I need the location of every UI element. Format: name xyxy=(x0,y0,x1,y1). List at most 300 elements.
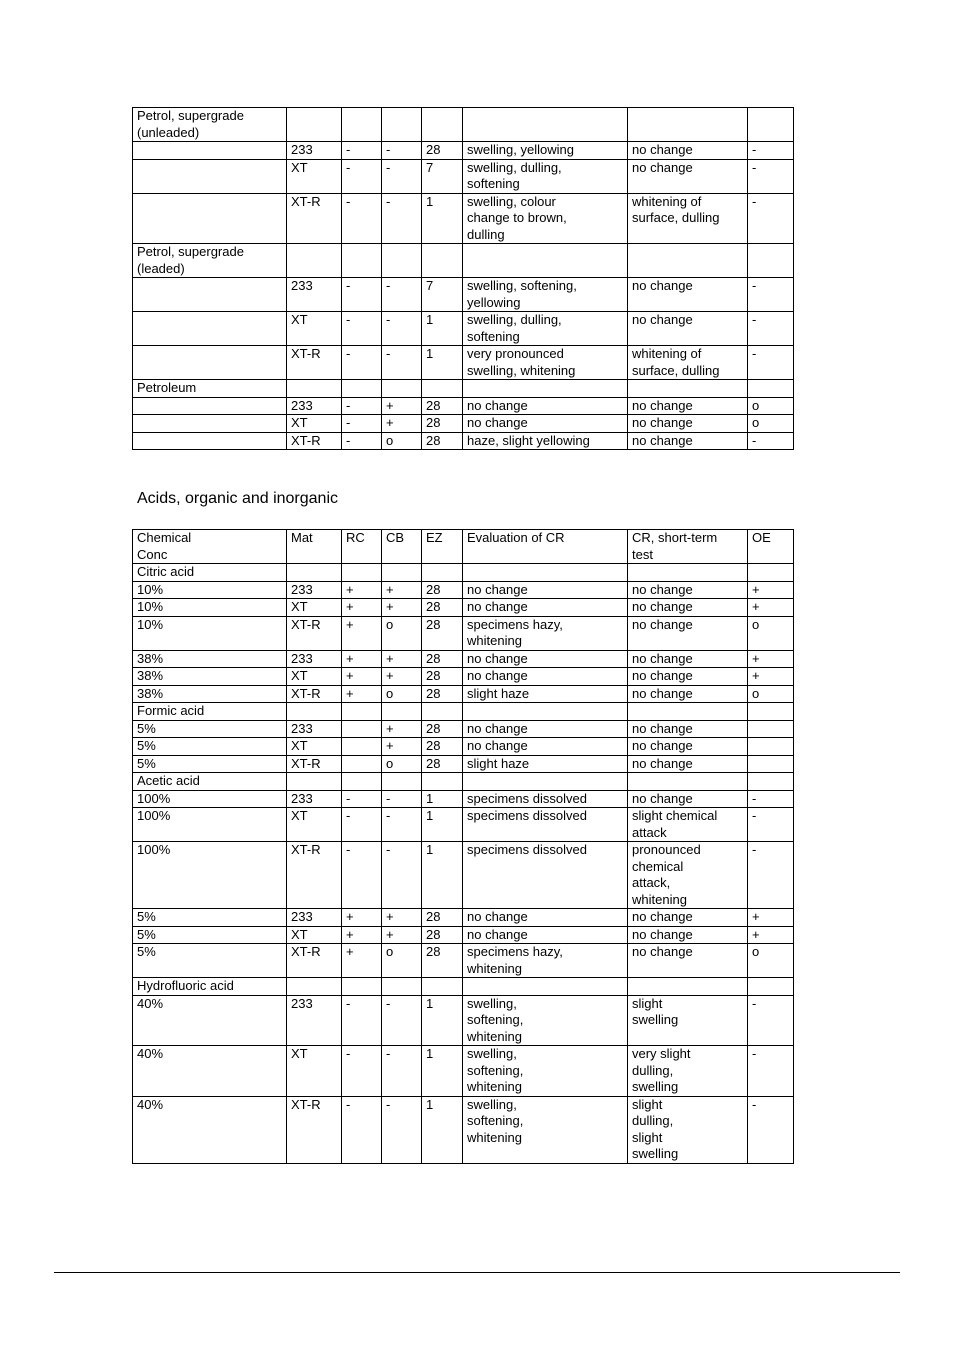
cell-chemical: Acetic acid xyxy=(133,773,287,791)
cell-cb: + xyxy=(382,909,422,927)
cell-cb xyxy=(382,564,422,582)
cell-short-term xyxy=(628,773,748,791)
cell-ez: 28 xyxy=(422,581,463,599)
table-row xyxy=(133,380,794,398)
cell-cb xyxy=(382,108,422,142)
cell-ez: 28 xyxy=(422,432,463,450)
cell-ez: 28 xyxy=(422,650,463,668)
table-row xyxy=(133,1096,794,1163)
cell-chemical: 10% xyxy=(133,599,287,617)
cell-ez: 28 xyxy=(422,599,463,617)
cell-oe: - xyxy=(748,842,794,909)
cell-oe: - xyxy=(748,790,794,808)
cell-short-term xyxy=(628,978,748,996)
cell-rc: - xyxy=(342,1096,382,1163)
cell-rc: - xyxy=(342,159,382,193)
cell-short-term: no change xyxy=(628,738,748,756)
cell-oe: o xyxy=(748,944,794,978)
cell-evaluation: no change xyxy=(463,720,628,738)
cell-oe xyxy=(748,108,794,142)
cell-chemical xyxy=(133,193,287,244)
cell-short-term: no change xyxy=(628,616,748,650)
cell-mat xyxy=(287,244,342,278)
cell-ez xyxy=(422,108,463,142)
cell-rc: - xyxy=(342,193,382,244)
cell-chemical: 5% xyxy=(133,926,287,944)
cell-mat xyxy=(287,773,342,791)
cell-chemical: 100% xyxy=(133,790,287,808)
cell-oe: + xyxy=(748,909,794,927)
cell-ez: 28 xyxy=(422,685,463,703)
table-row xyxy=(133,142,794,160)
cell-chemical: 40% xyxy=(133,1096,287,1163)
cell-rc xyxy=(342,244,382,278)
cell-evaluation: swelling, dulling, softening xyxy=(463,159,628,193)
cell-mat: XT-R xyxy=(287,842,342,909)
cell-short-term: no change xyxy=(628,685,748,703)
header-cr-short-term-test: CR, short-term test xyxy=(628,530,748,564)
cell-evaluation: no change xyxy=(463,668,628,686)
cell-chemical: 10% xyxy=(133,581,287,599)
cell-oe: - xyxy=(748,432,794,450)
cell-oe xyxy=(748,720,794,738)
cell-chemical xyxy=(133,415,287,433)
cell-rc xyxy=(342,703,382,721)
cell-evaluation: swelling, softening, whitening xyxy=(463,1046,628,1097)
cell-rc: + xyxy=(342,599,382,617)
cell-mat: 233 xyxy=(287,581,342,599)
cell-cb: + xyxy=(382,397,422,415)
cell-mat: XT xyxy=(287,312,342,346)
cell-evaluation: very pronounced swelling, whitening xyxy=(463,346,628,380)
cell-mat: XT-R xyxy=(287,685,342,703)
cell-chemical: 40% xyxy=(133,1046,287,1097)
cell-oe xyxy=(748,978,794,996)
cell-evaluation: no change xyxy=(463,738,628,756)
cell-rc xyxy=(342,720,382,738)
cell-evaluation xyxy=(463,380,628,398)
cell-ez: 28 xyxy=(422,415,463,433)
cell-ez: 28 xyxy=(422,755,463,773)
cell-short-term xyxy=(628,244,748,278)
cell-cb xyxy=(382,380,422,398)
cell-oe xyxy=(748,564,794,582)
cell-ez: 28 xyxy=(422,909,463,927)
cell-short-term xyxy=(628,703,748,721)
cell-chemical: Petrol, supergrade (leaded) xyxy=(133,244,287,278)
cell-chemical xyxy=(133,432,287,450)
cell-ez xyxy=(422,564,463,582)
cell-short-term: no change xyxy=(628,432,748,450)
cell-cb: - xyxy=(382,842,422,909)
cell-rc: + xyxy=(342,926,382,944)
cell-short-term: no change xyxy=(628,926,748,944)
cell-rc: - xyxy=(342,790,382,808)
table-row xyxy=(133,685,794,703)
cell-ez xyxy=(422,380,463,398)
cell-rc: - xyxy=(342,808,382,842)
cell-rc: + xyxy=(342,685,382,703)
cell-mat: 233 xyxy=(287,720,342,738)
cell-rc xyxy=(342,738,382,756)
cell-short-term: very slight dulling, swelling xyxy=(628,1046,748,1097)
cell-short-term: no change xyxy=(628,581,748,599)
cell-chemical: 5% xyxy=(133,944,287,978)
cell-short-term: no change xyxy=(628,668,748,686)
cell-evaluation xyxy=(463,564,628,582)
cell-mat: XT xyxy=(287,599,342,617)
cell-mat: XT-R xyxy=(287,346,342,380)
cell-mat: 233 xyxy=(287,790,342,808)
cell-chemical xyxy=(133,312,287,346)
cell-evaluation: specimens dissolved xyxy=(463,842,628,909)
chemical-resistance-table-acids xyxy=(132,529,794,1164)
cell-cb: o xyxy=(382,944,422,978)
table-row xyxy=(133,944,794,978)
table-row xyxy=(133,703,794,721)
cell-evaluation xyxy=(463,773,628,791)
cell-oe: - xyxy=(748,1046,794,1097)
cell-ez xyxy=(422,703,463,721)
table-row xyxy=(133,278,794,312)
cell-mat: XT xyxy=(287,668,342,686)
table-row xyxy=(133,244,794,278)
cell-cb: + xyxy=(382,599,422,617)
table-row xyxy=(133,808,794,842)
cell-evaluation xyxy=(463,703,628,721)
cell-oe: o xyxy=(748,616,794,650)
cell-chemical: Petrol, supergrade (unleaded) xyxy=(133,108,287,142)
cell-mat: XT xyxy=(287,415,342,433)
cell-ez: 1 xyxy=(422,312,463,346)
cell-evaluation: swelling, colour change to brown, dulling xyxy=(463,193,628,244)
table-row xyxy=(133,995,794,1046)
cell-rc: - xyxy=(342,432,382,450)
cell-short-term xyxy=(628,108,748,142)
cell-chemical: Formic acid xyxy=(133,703,287,721)
cell-ez: 28 xyxy=(422,738,463,756)
cell-short-term xyxy=(628,380,748,398)
cell-evaluation: no change xyxy=(463,599,628,617)
cell-oe: - xyxy=(748,142,794,160)
cell-mat: 233 xyxy=(287,278,342,312)
cell-chemical: Citric acid xyxy=(133,564,287,582)
cell-cb: - xyxy=(382,193,422,244)
table-row xyxy=(133,773,794,791)
cell-mat xyxy=(287,108,342,142)
section-title: Acids, organic and inorganic xyxy=(137,490,339,507)
cell-short-term: whitening of surface, dulling xyxy=(628,346,748,380)
cell-chemical xyxy=(133,397,287,415)
cell-cb xyxy=(382,978,422,996)
cell-oe: + xyxy=(748,599,794,617)
table-body xyxy=(133,564,794,1164)
cell-oe: - xyxy=(748,346,794,380)
cell-ez: 1 xyxy=(422,1096,463,1163)
cell-evaluation: haze, slight yellowing xyxy=(463,432,628,450)
cell-cb: + xyxy=(382,668,422,686)
cell-evaluation: swelling, yellowing xyxy=(463,142,628,160)
cell-ez: 28 xyxy=(422,926,463,944)
table-row xyxy=(133,564,794,582)
cell-evaluation: specimens hazy, whitening xyxy=(463,944,628,978)
cell-evaluation: specimens hazy, whitening xyxy=(463,616,628,650)
table-row xyxy=(133,738,794,756)
cell-chemical xyxy=(133,159,287,193)
cell-ez: 1 xyxy=(422,842,463,909)
cell-oe: - xyxy=(748,995,794,1046)
cell-chemical: Petroleum xyxy=(133,380,287,398)
cell-evaluation: no change xyxy=(463,909,628,927)
header-rc: RC xyxy=(342,530,382,564)
cell-oe xyxy=(748,244,794,278)
cell-cb: - xyxy=(382,1096,422,1163)
cell-oe xyxy=(748,703,794,721)
cell-short-term: pronounced chemical attack, whitening xyxy=(628,842,748,909)
cell-mat: XT xyxy=(287,926,342,944)
cell-rc: + xyxy=(342,944,382,978)
table-row xyxy=(133,346,794,380)
cell-evaluation: no change xyxy=(463,415,628,433)
cell-cb: + xyxy=(382,926,422,944)
cell-mat: 233 xyxy=(287,909,342,927)
cell-rc xyxy=(342,773,382,791)
cell-chemical xyxy=(133,278,287,312)
cell-cb: - xyxy=(382,995,422,1046)
cell-short-term: no change xyxy=(628,312,748,346)
table-row xyxy=(133,432,794,450)
table-row xyxy=(133,755,794,773)
table-row xyxy=(133,909,794,927)
cell-oe xyxy=(748,380,794,398)
cell-evaluation: no change xyxy=(463,581,628,599)
cell-cb: + xyxy=(382,581,422,599)
cell-short-term: whitening of surface, dulling xyxy=(628,193,748,244)
cell-rc xyxy=(342,755,382,773)
cell-oe: - xyxy=(748,278,794,312)
cell-cb: - xyxy=(382,278,422,312)
cell-chemical: 40% xyxy=(133,995,287,1046)
cell-chemical xyxy=(133,142,287,160)
cell-chemical: 100% xyxy=(133,842,287,909)
cell-oe: + xyxy=(748,581,794,599)
table-row xyxy=(133,842,794,909)
header-chemical-conc: Chemical Conc xyxy=(133,530,287,564)
cell-mat: 233 xyxy=(287,142,342,160)
table-row xyxy=(133,668,794,686)
cell-ez: 28 xyxy=(422,944,463,978)
cell-ez: 7 xyxy=(422,159,463,193)
cell-evaluation: specimens dissolved xyxy=(463,808,628,842)
cell-oe: - xyxy=(748,159,794,193)
cell-ez: 1 xyxy=(422,1046,463,1097)
cell-cb: o xyxy=(382,432,422,450)
footer-divider xyxy=(54,1272,900,1273)
cell-rc: + xyxy=(342,616,382,650)
cell-mat xyxy=(287,564,342,582)
cell-rc: - xyxy=(342,397,382,415)
cell-short-term: no change xyxy=(628,755,748,773)
cell-mat: XT xyxy=(287,808,342,842)
table-row xyxy=(133,312,794,346)
cell-mat: 233 xyxy=(287,397,342,415)
cell-mat: XT-R xyxy=(287,755,342,773)
table-row xyxy=(133,159,794,193)
cell-oe: - xyxy=(748,808,794,842)
cell-rc: + xyxy=(342,668,382,686)
cell-rc xyxy=(342,380,382,398)
cell-short-term: slight chemical attack xyxy=(628,808,748,842)
cell-cb: - xyxy=(382,142,422,160)
cell-evaluation xyxy=(463,108,628,142)
cell-chemical: 5% xyxy=(133,720,287,738)
table-row xyxy=(133,108,794,142)
header-ez: EZ xyxy=(422,530,463,564)
cell-cb: + xyxy=(382,738,422,756)
table-row xyxy=(133,616,794,650)
cell-mat: XT-R xyxy=(287,944,342,978)
cell-ez xyxy=(422,978,463,996)
cell-evaluation: no change xyxy=(463,926,628,944)
cell-ez: 28 xyxy=(422,668,463,686)
chemical-resistance-table-petrol xyxy=(132,107,794,450)
cell-short-term: slight dulling, slight swelling xyxy=(628,1096,748,1163)
cell-rc xyxy=(342,564,382,582)
cell-mat xyxy=(287,380,342,398)
cell-cb: o xyxy=(382,616,422,650)
cell-ez: 1 xyxy=(422,193,463,244)
cell-evaluation: swelling, softening, whitening xyxy=(463,995,628,1046)
cell-short-term xyxy=(628,564,748,582)
cell-mat: 233 xyxy=(287,650,342,668)
cell-oe xyxy=(748,773,794,791)
cell-chemical xyxy=(133,346,287,380)
cell-short-term: no change xyxy=(628,278,748,312)
table-row xyxy=(133,650,794,668)
cell-chemical: 38% xyxy=(133,685,287,703)
cell-rc: - xyxy=(342,995,382,1046)
cell-rc: - xyxy=(342,346,382,380)
cell-rc xyxy=(342,108,382,142)
cell-rc: + xyxy=(342,909,382,927)
cell-mat: XT-R xyxy=(287,1096,342,1163)
cell-ez: 28 xyxy=(422,397,463,415)
cell-oe: + xyxy=(748,668,794,686)
cell-ez: 1 xyxy=(422,995,463,1046)
cell-chemical: 100% xyxy=(133,808,287,842)
cell-evaluation: slight haze xyxy=(463,685,628,703)
cell-evaluation: no change xyxy=(463,397,628,415)
cell-rc xyxy=(342,978,382,996)
table-row xyxy=(133,599,794,617)
cell-cb: o xyxy=(382,685,422,703)
cell-oe: - xyxy=(748,193,794,244)
cell-short-term: no change xyxy=(628,720,748,738)
cell-cb xyxy=(382,244,422,278)
cell-rc: - xyxy=(342,278,382,312)
cell-ez xyxy=(422,244,463,278)
cell-cb: - xyxy=(382,808,422,842)
cell-chemical: 5% xyxy=(133,909,287,927)
table-row xyxy=(133,397,794,415)
header-mat: Mat xyxy=(287,530,342,564)
cell-mat xyxy=(287,703,342,721)
cell-rc: - xyxy=(342,312,382,346)
table-row xyxy=(133,978,794,996)
cell-cb: - xyxy=(382,346,422,380)
cell-cb: o xyxy=(382,755,422,773)
cell-short-term: no change xyxy=(628,944,748,978)
cell-evaluation xyxy=(463,978,628,996)
cell-evaluation: specimens dissolved xyxy=(463,790,628,808)
cell-mat: XT xyxy=(287,738,342,756)
header-cb: CB xyxy=(382,530,422,564)
cell-short-term: no change xyxy=(628,790,748,808)
cell-cb xyxy=(382,773,422,791)
cell-oe: + xyxy=(748,926,794,944)
cell-mat xyxy=(287,978,342,996)
table-row xyxy=(133,415,794,433)
cell-chemical: 10% xyxy=(133,616,287,650)
cell-oe xyxy=(748,738,794,756)
cell-ez: 1 xyxy=(422,808,463,842)
cell-mat: XT-R xyxy=(287,432,342,450)
cell-ez: 1 xyxy=(422,790,463,808)
cell-mat: XT xyxy=(287,159,342,193)
cell-ez: 1 xyxy=(422,346,463,380)
table-row xyxy=(133,581,794,599)
cell-cb: + xyxy=(382,720,422,738)
cell-evaluation: slight haze xyxy=(463,755,628,773)
table-row xyxy=(133,720,794,738)
cell-short-term: slight swelling xyxy=(628,995,748,1046)
cell-ez: 28 xyxy=(422,720,463,738)
header-evaluation-of-cr: Evaluation of CR xyxy=(463,530,628,564)
cell-short-term: no change xyxy=(628,397,748,415)
cell-mat: XT-R xyxy=(287,193,342,244)
cell-chemical: 38% xyxy=(133,650,287,668)
cell-ez: 28 xyxy=(422,142,463,160)
cell-oe: o xyxy=(748,685,794,703)
cell-rc: + xyxy=(342,581,382,599)
cell-cb: + xyxy=(382,415,422,433)
cell-mat: 233 xyxy=(287,995,342,1046)
cell-oe: o xyxy=(748,397,794,415)
cell-chemical: Hydrofluoric acid xyxy=(133,978,287,996)
cell-cb xyxy=(382,703,422,721)
cell-evaluation: swelling, softening, whitening xyxy=(463,1096,628,1163)
table-row xyxy=(133,193,794,244)
cell-oe: + xyxy=(748,650,794,668)
cell-ez: 28 xyxy=(422,616,463,650)
table-header-row xyxy=(133,530,794,564)
table-row xyxy=(133,1046,794,1097)
cell-oe: - xyxy=(748,312,794,346)
cell-short-term: no change xyxy=(628,599,748,617)
cell-oe: - xyxy=(748,1096,794,1163)
cell-cb: - xyxy=(382,159,422,193)
cell-rc: - xyxy=(342,142,382,160)
cell-rc: - xyxy=(342,1046,382,1097)
table-body xyxy=(133,108,794,450)
cell-short-term: no change xyxy=(628,142,748,160)
cell-oe: o xyxy=(748,415,794,433)
cell-mat: XT xyxy=(287,1046,342,1097)
cell-rc: + xyxy=(342,650,382,668)
cell-evaluation: no change xyxy=(463,650,628,668)
cell-ez xyxy=(422,773,463,791)
cell-short-term: no change xyxy=(628,650,748,668)
